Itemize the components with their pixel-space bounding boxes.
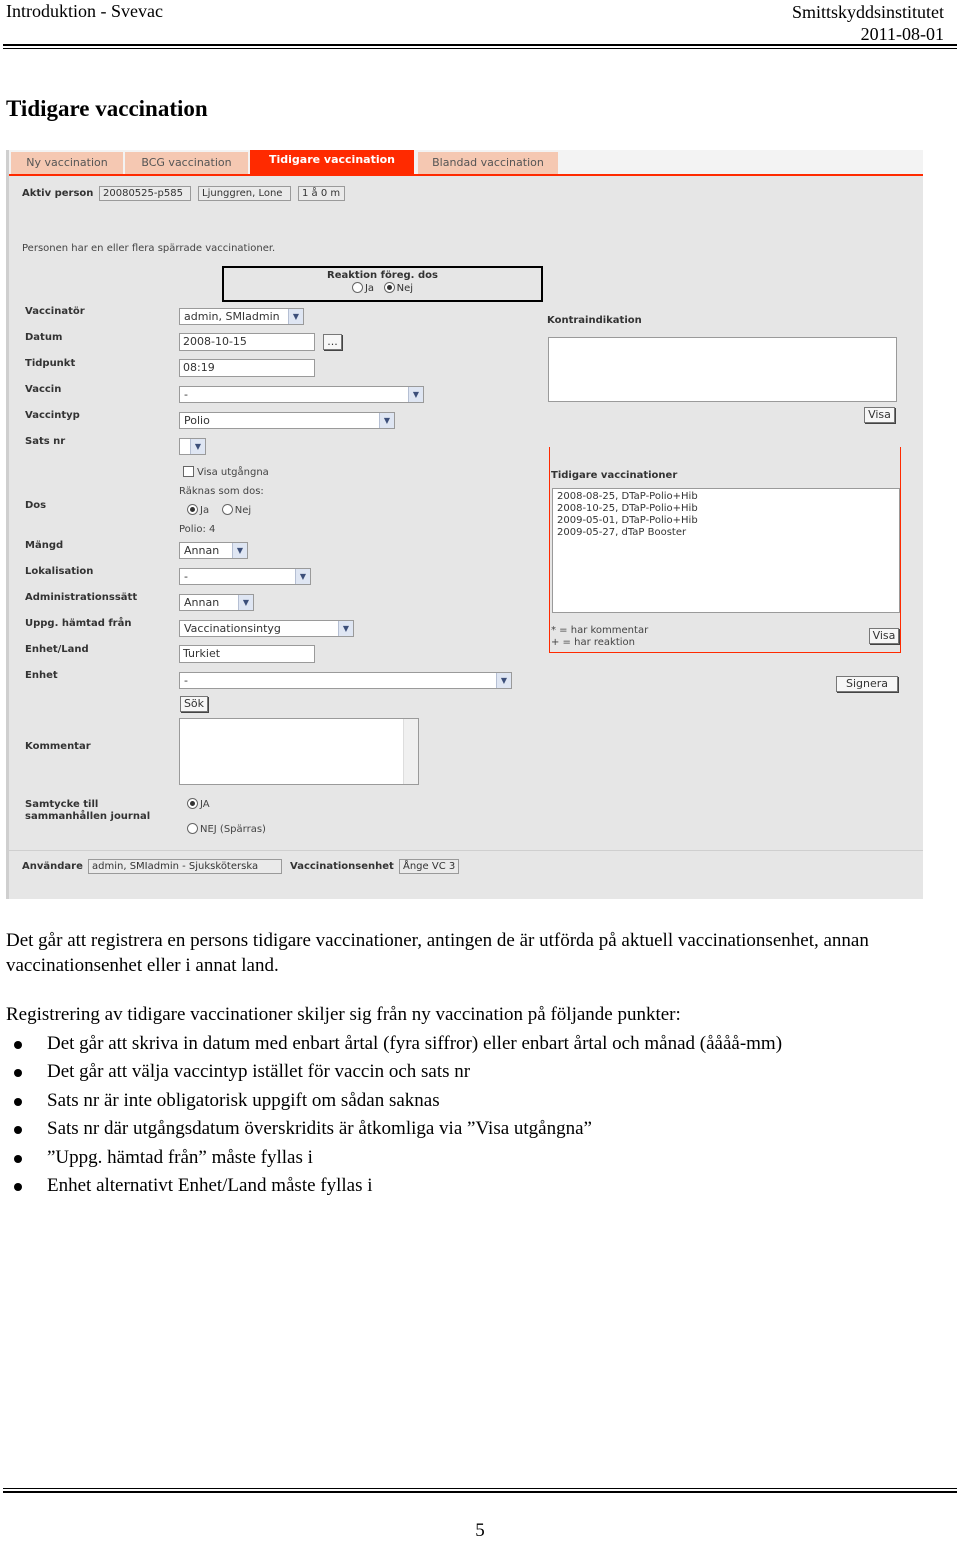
comment-scrollbar[interactable] (403, 719, 418, 784)
footer-rule-thin (3, 1488, 957, 1489)
counted-as-dose-label: Räknas som dos: (179, 486, 264, 497)
tab-blandad-vaccination[interactable]: Blandad vaccination (418, 152, 558, 174)
consent-no-row (187, 823, 266, 835)
unit-country-input[interactable]: Turkiet (179, 645, 315, 663)
vaccine-type-value: Polio (184, 414, 210, 427)
tab-ny-vaccination[interactable]: Ny vaccination (11, 152, 123, 174)
blocked-vaccinations-notice: Personen har en eller flera spärrade vaccinationer. (22, 243, 276, 254)
vaccine-type-label: Vaccintyp (25, 410, 80, 421)
chevron-down-icon: ▼ (496, 673, 511, 688)
amount-select[interactable] (179, 542, 248, 559)
previous-vaccinations-list[interactable] (552, 488, 900, 613)
time-input[interactable]: 08:19 (179, 359, 315, 377)
amount-label: Mängd (25, 540, 64, 551)
dose-no-label: Nej (234, 505, 252, 516)
list-item: Enhet alternativt Enhet/Land måste fyllas i (6, 1172, 782, 1200)
consent-no-radio[interactable] (187, 823, 198, 834)
dose-label: Dos (25, 500, 47, 511)
date-input[interactable]: 2008-10-15 (179, 333, 315, 351)
list-item[interactable]: 2008-08-25, DTaP-Polio+Hib (557, 491, 698, 502)
unit-select[interactable] (179, 672, 512, 689)
person-id-field: 20080525-p585 (99, 186, 191, 201)
previous-vaccinations-panel (549, 447, 901, 653)
list-item: Sats nr där utgångsdatum överskridits är åtkomliga via ”Visa utgångna” (6, 1115, 782, 1143)
document-header-date: 2011-08-01 (860, 24, 944, 44)
document-header-meta (792, 1, 944, 45)
differences-paragraph: Registrering av tidigare vaccinationer skiljer sig från ny vaccination på följande punkter: (6, 1004, 681, 1025)
history-legend (551, 625, 648, 649)
contraindication-textarea[interactable] (548, 337, 897, 402)
vaccinator-select[interactable] (179, 308, 304, 325)
consent-label-line2: sammanhållen journal (25, 811, 151, 822)
list-item[interactable]: 2009-05-27, dTaP Booster (557, 527, 687, 538)
sign-button[interactable]: Signera (836, 676, 898, 692)
footer-rule (3, 1491, 957, 1493)
list-item: ”Uppg. hämtad från” måste fyllas i (6, 1144, 782, 1172)
history-show-button[interactable]: Visa (869, 628, 899, 644)
chevron-down-icon: ▼ (338, 621, 353, 636)
batch-select[interactable] (179, 438, 206, 455)
comment-label: Kommentar (25, 741, 91, 752)
vaccine-value: - (184, 388, 188, 401)
section-title: Tidigare vaccination (6, 96, 208, 121)
active-person-label: Aktiv person (22, 188, 94, 199)
tab-tidigare-vaccination[interactable]: Tidigare vaccination (250, 150, 414, 174)
list-item: Det går att skriva in datum med enbart årtal (fyra siffror) eller enbart årtal och månad (åååå-mm) (6, 1030, 782, 1058)
dose-no-radio[interactable] (222, 504, 233, 515)
consent-label (25, 799, 150, 823)
consent-yes-row (187, 798, 210, 810)
reaction-title: Reaktion föreg. dos (327, 270, 438, 281)
location-label: Lokalisation (25, 566, 94, 577)
previous-vaccinations-title: Tidigare vaccinationer (551, 470, 678, 481)
list-item: Det går att välja vaccintyp istället för vaccin och sats nr (6, 1058, 782, 1086)
amount-value: Annan (184, 544, 220, 557)
unit-value: - (184, 674, 188, 687)
time-label: Tidpunkt (25, 358, 76, 369)
consent-label-line1: Samtycke till (25, 799, 99, 810)
chevron-down-icon: ▼ (190, 439, 205, 454)
reaction-no-label: Nej (396, 283, 414, 294)
contraindication-show-button[interactable]: Visa (864, 407, 895, 423)
date-picker-button[interactable]: ... (323, 334, 342, 350)
footer-user-label: Användare (22, 861, 83, 872)
batch-label: Sats nr (25, 436, 66, 447)
reaction-previous-dose-box (222, 266, 543, 302)
reaction-no-radio[interactable] (384, 282, 395, 293)
unit-label: Enhet (25, 670, 58, 681)
footer-divider (9, 850, 923, 851)
document-header-org: Smittskyddsinstitutet (791, 2, 944, 22)
list-item: Sats nr är inte obligatorisk uppgift om sådan saknas (6, 1087, 782, 1115)
tab-bcg-vaccination[interactable]: BCG vaccination (125, 152, 248, 174)
dose-yes-radio[interactable] (187, 504, 198, 515)
admin-method-value: Annan (184, 596, 220, 609)
list-item[interactable]: 2008-10-25, DTaP-Polio+Hib (557, 503, 698, 514)
consent-yes-label: JA (200, 799, 210, 810)
contraindication-label: Kontraindikation (547, 315, 642, 326)
vaccinator-value: admin, SMIadmin (184, 310, 280, 323)
vaccination-app-screenshot (6, 150, 923, 899)
reaction-yes-label: Ja (364, 283, 375, 294)
chevron-down-icon: ▼ (238, 595, 253, 610)
show-expired-checkbox-row[interactable] (183, 466, 269, 478)
show-expired-checkbox[interactable] (183, 466, 194, 477)
admin-method-select[interactable] (179, 594, 254, 611)
reaction-options (224, 282, 541, 294)
source-value: Vaccinationsintyg (184, 622, 281, 635)
source-label: Uppg. hämtad från (25, 618, 132, 629)
chevron-down-icon: ▼ (288, 309, 303, 324)
legend-reaction: + = har reaktion (551, 637, 635, 648)
main-tab-bar (9, 150, 923, 174)
date-label: Datum (25, 332, 63, 343)
unit-country-label: Enhet/Land (25, 644, 89, 655)
person-name-field: Ljunggren, Lone (198, 186, 291, 201)
vaccine-label: Vaccin (25, 384, 62, 395)
reaction-yes-radio[interactable] (352, 282, 363, 293)
vaccine-type-select[interactable] (179, 412, 395, 429)
intro-paragraph: Det går att registrera en persons tidigare vaccinationer, antingen de är utförda på aktuell vaccinationsenhet, annan vaccinationsenhet eller i annat land. (6, 930, 869, 976)
comment-textarea[interactable] (179, 718, 419, 785)
dose-info: Polio: 4 (179, 524, 216, 535)
differences-list (6, 1030, 782, 1200)
dose-radio-row (187, 504, 251, 516)
consent-yes-radio[interactable] (187, 798, 198, 809)
dose-yes-label: Ja (200, 505, 210, 516)
vaccine-select[interactable] (179, 386, 424, 403)
show-expired-label: Visa utgångna (197, 467, 269, 478)
footer-unit-value: Ånge VC 3 (399, 859, 459, 874)
chevron-down-icon: ▼ (295, 569, 310, 584)
list-item[interactable]: 2009-05-01, DTaP-Polio+Hib (557, 515, 698, 526)
admin-method-label: Administrationssätt (25, 592, 138, 603)
footer-user-value: admin, SMIadmin - Sjuksköterska (88, 859, 282, 874)
chevron-down-icon: ▼ (379, 413, 394, 428)
legend-comment: * = har kommentar (551, 625, 649, 636)
search-unit-button[interactable]: Sök (180, 696, 208, 712)
vaccinator-label: Vaccinatör (25, 306, 85, 317)
tab-underline (9, 174, 923, 176)
person-age-field: 1 å 0 m (298, 186, 345, 201)
chevron-down-icon: ▼ (408, 387, 423, 402)
location-select[interactable] (179, 568, 311, 585)
location-value: - (184, 570, 188, 583)
header-rule-thin (3, 48, 957, 49)
document-header-title: Introduktion - Svevac (6, 1, 163, 21)
header-rule (3, 44, 957, 46)
footer-unit-label: Vaccinationsenhet (290, 861, 394, 872)
source-select[interactable] (179, 620, 354, 637)
chevron-down-icon: ▼ (232, 543, 247, 558)
page-number: 5 (475, 1520, 485, 1541)
consent-no-label: NEJ (Spärras) (200, 824, 266, 835)
